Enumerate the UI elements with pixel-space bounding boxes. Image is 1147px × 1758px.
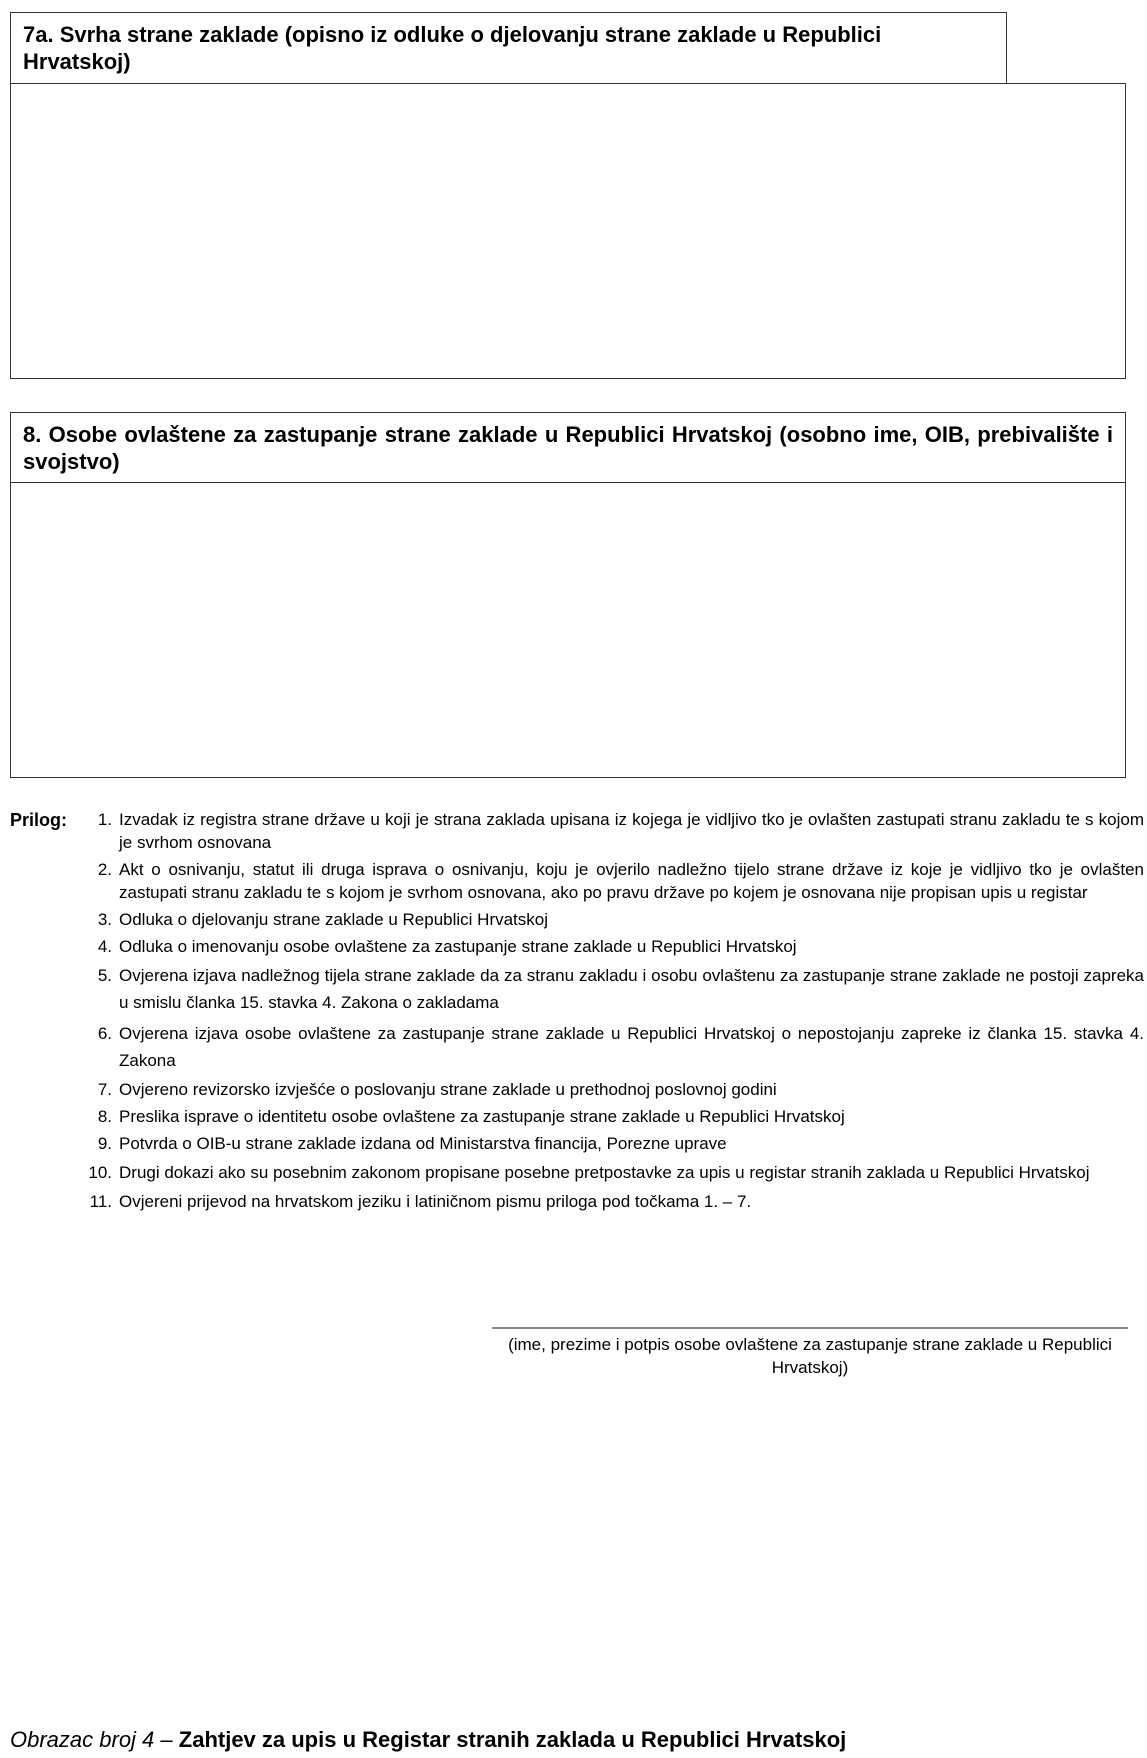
footer-separator: – [154, 1727, 179, 1752]
list-item [82, 858, 1144, 904]
list-item [82, 962, 1144, 1016]
item-number: 2. [97, 860, 112, 879]
item-text: Ovjerena izjava osobe ovlaštene za zastupanje strane zaklade u Republici Hrvatskoj o nepostojanju zapreke iz članka 15. stavka 4. Zakona [119, 1024, 1144, 1070]
list-item [82, 1078, 1144, 1101]
item-text: Ovjereno revizorsko izvješće o poslovanju strane zaklade u prethodnoj poslovnoj godini [119, 1080, 777, 1099]
item-number: 5. [97, 966, 112, 985]
item-text: Drugi dokazi ako su posebnim zakonom propisane posebne pretpostavke za upis u registar stranih zaklada u Republici Hrvatskoj [119, 1163, 1090, 1182]
list-item [82, 1105, 1144, 1128]
list-item [82, 1020, 1144, 1074]
list-item [82, 808, 1144, 854]
attachments-label: Prilog: [10, 810, 67, 830]
item-text: Preslika isprave o identitetu osobe ovlaštene za zastupanje strane zaklade u Republici Hrvatskoj [119, 1107, 845, 1126]
list-item [82, 935, 1144, 958]
form-title: Zahtjev za upis u Registar stranih zaklada u Republici Hrvatskoj [178, 1727, 847, 1752]
item-number: 11. [89, 1192, 112, 1211]
signature-caption: (ime, prezime i potpis osobe ovlaštene za zastupanje strane zaklade u Republici Hrvatskoj) [508, 1335, 1112, 1377]
item-number: 10. [88, 1163, 112, 1182]
item-number: 3. [97, 910, 112, 929]
item-text: Ovjerena izjava nadležnog tijela strane zaklade da za stranu zakladu i osobu ovlaštenu za zastupanje strane zaklade ne postoji zapreka u smislu članka 15. stavka 4. Zakona o zakladama [119, 966, 1144, 1012]
section-7a-field[interactable] [10, 83, 1126, 379]
item-text: Akt o osnivanju, statut ili druga isprava o osnivanju, koju je ovjerilo nadležno tijelo strane države iz koje je vidljivo tko je ovlašten zastupati stranu zakladu te s kojom je svrhom osnovana, ako po pravu države po kojem je osnovana nije propisan upis u registar [119, 860, 1144, 902]
item-text: Potvrda o OIB-u strane zaklade izdana od Ministarstva financija, Porezne uprave [119, 1134, 727, 1153]
section-8-heading: 8. Osobe ovlaštene za zastupanje strane zaklade u Republici Hrvatskoj (osobno ime, OIB, prebivalište i svojstvo) [10, 412, 1126, 483]
list-item [82, 1159, 1144, 1186]
section-7a-heading: 7a. Svrha strane zaklade (opisno iz odluke o djelovanju strane zaklade u Republici Hrvatskoj) [10, 12, 1007, 84]
item-number: 8. [97, 1107, 112, 1126]
signature-line[interactable] [492, 1327, 1128, 1329]
item-number: 9. [97, 1134, 112, 1153]
item-text: Izvadak iz registra strane države u koji je strana zaklada upisana iz kojega je vidljivo tko je ovlašten zastupati stranu zakladu te s kojom je svrhom osnovana [119, 810, 1144, 852]
section-8-field[interactable] [10, 482, 1126, 778]
item-text: Odluka o djelovanju strane zaklade u Republici Hrvatskoj [119, 910, 549, 929]
form-footer [10, 1727, 846, 1753]
list-item [82, 1190, 1144, 1213]
item-number: 1. [97, 810, 112, 829]
item-number: 4. [97, 937, 112, 956]
list-item [82, 1132, 1144, 1155]
list-item [82, 908, 1144, 931]
item-text: Ovjereni prijevod na hrvatskom jeziku i latiničnom pismu priloga pod točkama 1. – 7. [119, 1192, 752, 1211]
form-number: Obrazac broj 4 [10, 1727, 155, 1752]
item-number: 7. [97, 1080, 112, 1099]
item-text: Odluka o imenovanju osobe ovlaštene za zastupanje strane zaklade u Republici Hrvatskoj [119, 937, 797, 956]
item-number: 6. [97, 1024, 112, 1043]
attachments-list [82, 808, 1144, 1217]
